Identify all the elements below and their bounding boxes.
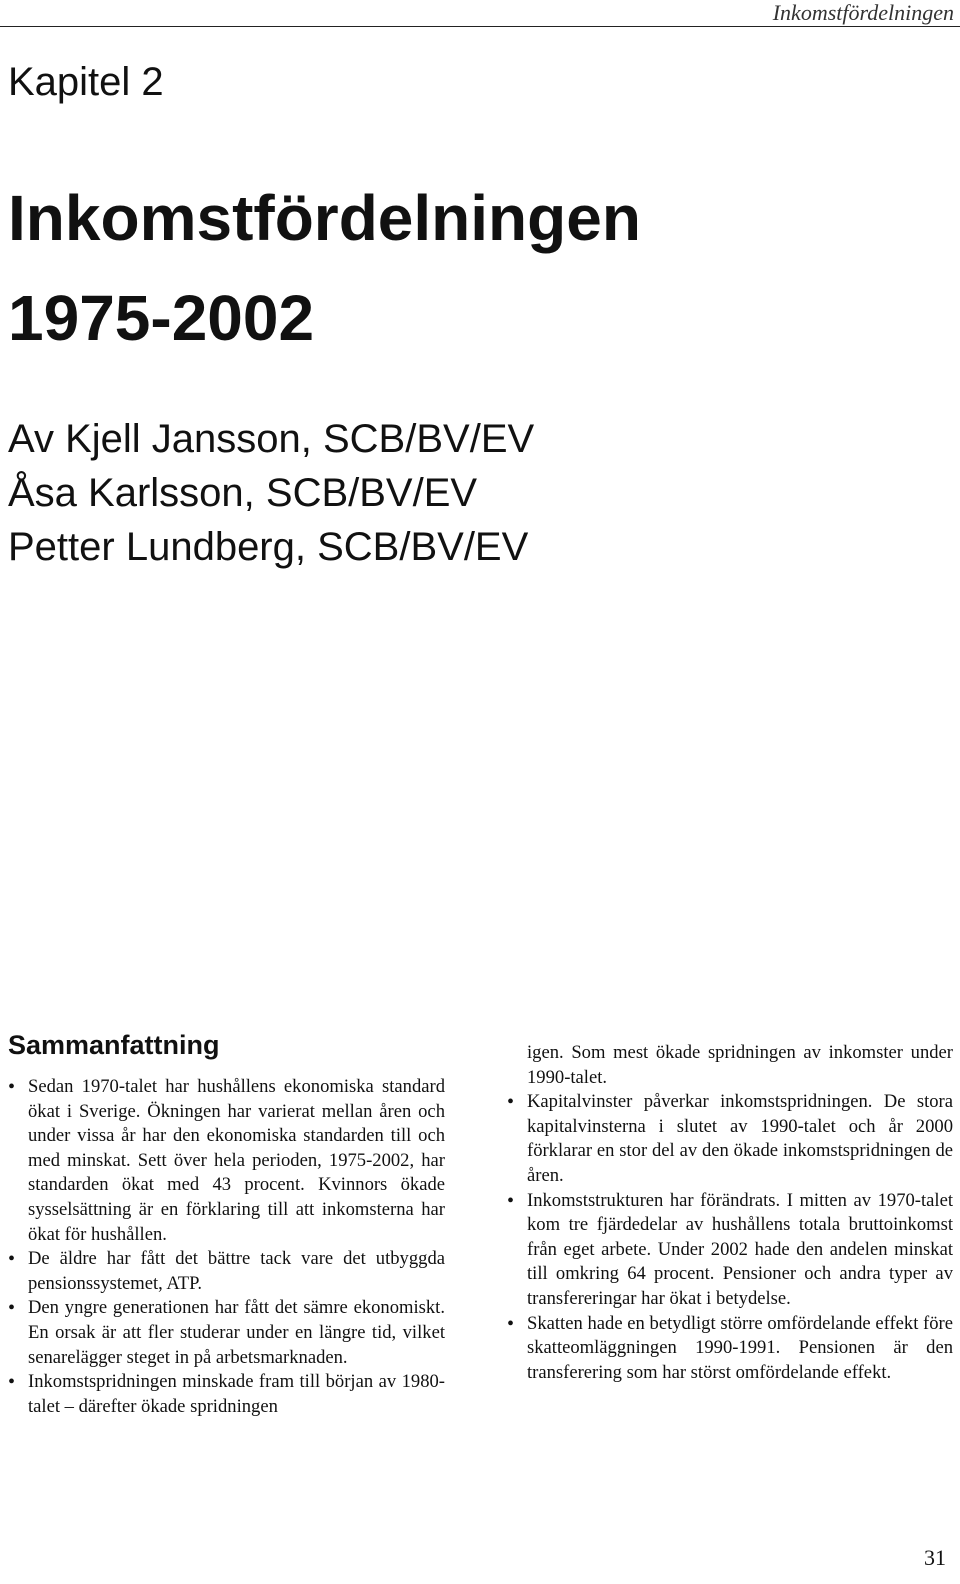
bullet-item: • De äldre har fått det bättre tack vare det utbyggda pensionssystemet, ATP.	[8, 1247, 445, 1296]
chapter-label: Kapitel 2	[8, 60, 164, 104]
summary-heading: Sammanfattning	[8, 1030, 220, 1060]
summary-right-column	[507, 1041, 953, 1385]
running-header	[0, 0, 960, 27]
page-number: 31	[924, 1545, 946, 1570]
bullet-item: • Kapitalvinster påverkar inkomstspridningen. De stora kapitalvinsterna i slutet av 1990-talet och år 2000 förklarar en stor del av den ökade inkomstspridningen de åren.	[507, 1090, 953, 1188]
author-list	[8, 412, 534, 574]
summary-bullets-left	[8, 1075, 445, 1419]
bullet-item: • Inkomstspridningen minskade fram till början av 1980-talet – därefter ökade spridningen	[8, 1370, 445, 1419]
title-line-1: Inkomstfördelningen	[8, 182, 641, 254]
bullet-item: • Inkomststrukturen har förändrats. I mitten av 1970-talet kom tre fjärdedelar av hushållens totala bruttoinkomst från eget arbete. Under 2002 hade den andelen minskat till omkring 64 procent. Pensioner och andra typer av transfereringar har ökat i betydelse.	[507, 1189, 953, 1312]
page-title	[8, 168, 641, 368]
author-3: Petter Lundberg, SCB/BV/EV	[8, 525, 529, 569]
bullet-item: • Sedan 1970-talet har hushållens ekonomiska standard ökat i Sverige. Ökningen har varierat mellan åren och under vissa år har den ekonomiska standarden till och med minskat. Sett över hela perioden, 1975-2002, har standarden ökat med 43 procent. Kvinnors ökade sysselsättning är en förklaring till att inkomsterna har ökat för hushållen.	[8, 1075, 445, 1247]
bullet-item: • Den yngre generationen har fått det sämre ekonomiskt. En orsak är att fler studerar under en längre tid, vilket senarelägger steget in på arbetsmarknaden.	[8, 1296, 445, 1370]
summary-left-column	[8, 1075, 445, 1419]
author-2: Åsa Karlsson, SCB/BV/EV	[8, 471, 478, 515]
running-header-title: Inkomstfördelningen	[772, 0, 954, 25]
author-1: Av Kjell Jansson, SCB/BV/EV	[8, 417, 535, 461]
title-line-2: 1975-2002	[8, 282, 315, 354]
summary-bullets-right	[507, 1090, 953, 1385]
bullet-item: • Skatten hade en betydligt större omfördelande effekt före skatteomläggningen 1990-1991. Pensionen är den transferering som har störst omfördelande effekt.	[507, 1312, 953, 1386]
bullet-continuation: igen. Som mest ökade spridningen av inkomster under 1990-talet.	[527, 1042, 953, 1088]
